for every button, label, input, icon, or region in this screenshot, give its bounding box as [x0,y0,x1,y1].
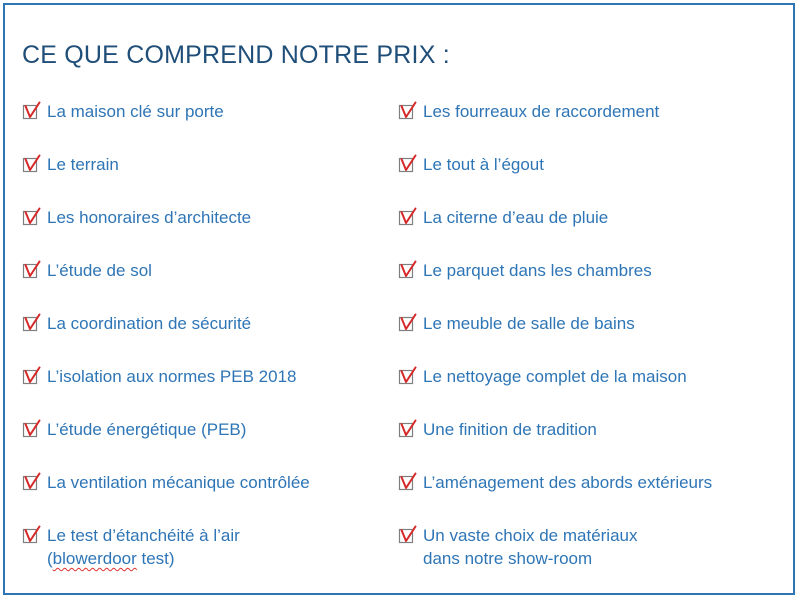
list-item-label: Le terrain [47,155,119,174]
list-item [22,153,119,176]
line-2-rest: test) [136,549,175,568]
checkbox-check-icon [398,207,418,227]
list-item-label: Le meuble de salle de bains [423,314,635,333]
list-item-label: L’étude énergétique (PEB) [47,420,247,439]
checkbox-check-icon [22,260,42,280]
list-item [22,418,246,441]
checkbox-check-icon [22,525,42,545]
list-item [398,259,652,282]
checkbox-check-icon [22,154,42,174]
checkbox-check-icon [22,366,42,386]
list-item-label: La coordination de sécurité [47,314,252,333]
list-item-label: Le tout à l’égout [423,155,544,174]
list-item [398,312,635,335]
checkbox-check-icon [22,207,42,227]
list-item-line-2 [47,547,240,570]
list-item [398,471,712,494]
list-item [398,153,544,176]
checkbox-check-icon [398,313,418,333]
list-item [398,524,638,570]
list-item [22,100,224,123]
list-item [22,524,240,570]
list-item-label: La citerne d’eau de pluie [423,208,609,227]
panel-title: CE QUE COMPREND NOTRE PRIX : [22,41,450,69]
list-item [22,259,152,282]
list-item [398,206,608,229]
list-item-line-1: Un vaste choix de matériaux [423,526,638,545]
spellcheck-word[interactable]: blowerdoor [52,549,137,568]
list-item [22,206,251,229]
list-item-label: Le nettoyage complet de la maison [423,367,687,386]
list-item [22,471,310,494]
list-item-label: Les honoraires d’architecte [47,208,252,227]
checkbox-check-icon [22,313,42,333]
list-item-label: La maison clé sur porte [47,102,224,121]
list-item [398,100,659,123]
list-item [398,418,597,441]
paren-open: ( [47,549,53,568]
list-item [22,312,251,335]
list-item-label [423,524,638,570]
list-item-label: Une finition de tradition [423,420,597,439]
checkbox-check-icon [398,260,418,280]
checkbox-check-icon [398,419,418,439]
list-item-label [47,524,240,570]
checkbox-check-icon [398,101,418,121]
price-inclusions-panel [3,3,795,595]
checkbox-check-icon [398,525,418,545]
list-item-label: L’aménagement des abords extérieurs [423,473,713,492]
checkbox-check-icon [398,472,418,492]
list-item [22,365,297,388]
checkbox-check-icon [22,472,42,492]
list-item-label: La ventilation mécanique contrôlée [47,473,310,492]
list-item-label: Le parquet dans les chambres [423,261,652,280]
checkbox-check-icon [22,419,42,439]
list-item-label: Les fourreaux de raccordement [423,102,660,121]
checkbox-check-icon [22,101,42,121]
checkbox-check-icon [398,366,418,386]
list-item-line-2: dans notre show-room [423,549,593,568]
checkbox-check-icon [398,154,418,174]
list-item-label: L’isolation aux normes PEB 2018 [47,367,297,386]
list-item-line-1: Le test d’étanchéité à l’air [47,526,240,545]
list-item [398,365,687,388]
list-item-label: L’étude de sol [47,261,152,280]
